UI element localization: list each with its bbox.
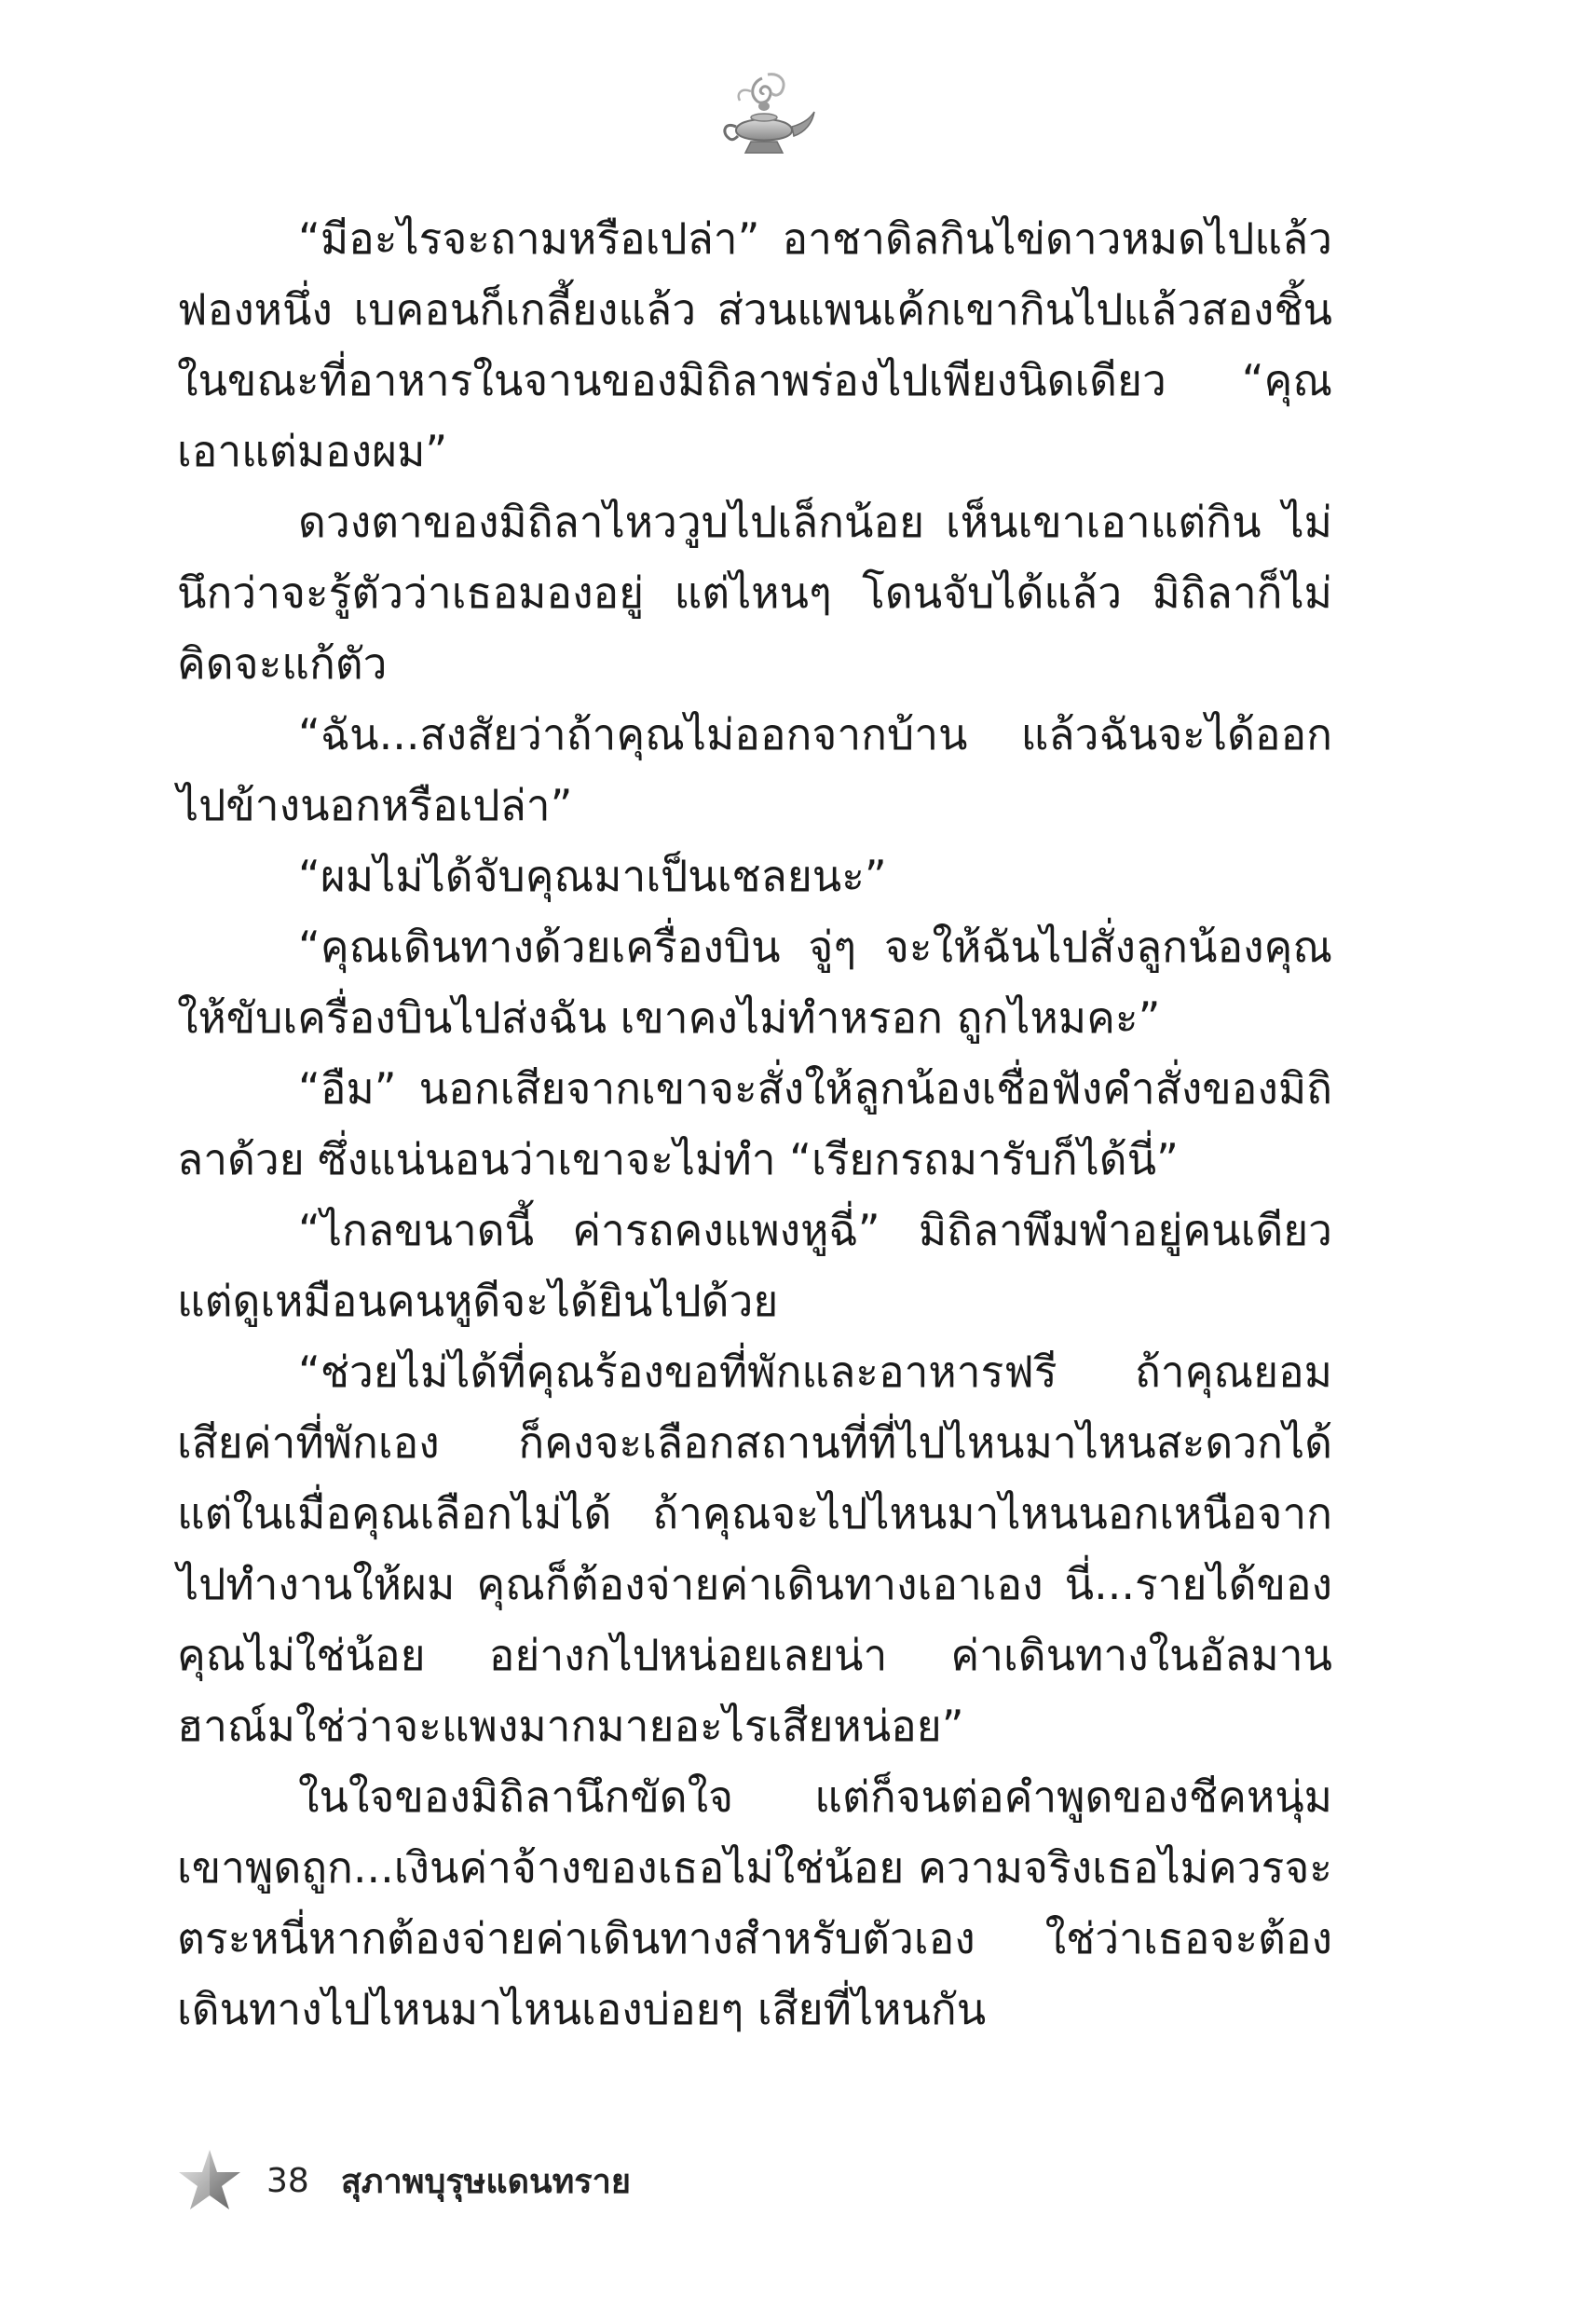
page-footer xyxy=(177,2143,631,2218)
star-icon xyxy=(177,2148,242,2213)
paragraph: “คุณเดินทางด้วยเครื่องบิน จู่ๆ จะให้ฉันไปสั่งลูกน้องคุณให้ขับเครื่องบินไปส่งฉัน เขาคงไม่ทำหรอก ถูกไหมคะ” xyxy=(177,922,1332,1043)
page-number: 38 xyxy=(266,2161,309,2200)
body-text xyxy=(177,203,1332,2044)
paragraph: ดวงตาของมิถิลาไหววูบไปเล็กน้อย เห็นเขาเอาแต่กิน ไม่นึกว่าจะรู้ตัวว่าเธอมองอยู่ แต่ไหนๆ โดนจับได้แล้ว มิถิลาก็ไม่คิดจะแก้ตัว xyxy=(177,497,1332,689)
paragraph: “ไกลขนาดนี้ ค่ารถคงแพงหูฉี่” มิถิลาพึมพำอยู่คนเดียว แต่ดูเหมือนคนหูดีจะได้ยินไปด้วย xyxy=(177,1205,1332,1326)
paragraph: “อืม” นอกเสียจากเขาจะสั่งให้ลูกน้องเชื่อฟังคำสั่งของมิถิลาด้วย ซึ่งแน่นอนว่าเขาจะไม่ทำ “เรียกรถมารับก็ได้นี่” xyxy=(177,1063,1332,1184)
book-title: สุภาพบุรุษแดนทราย xyxy=(340,2162,631,2201)
paragraph: “ช่วยไม่ได้ที่คุณร้องขอที่พักและอาหารฟรี ถ้าคุณยอมเสียค่าที่พักเอง ก็คงจะเลือกสถานที่ที่ไปไหนมาไหนสะดวกได้ แต่ในเมื่อคุณเลือกไม่ได้ ถ้าคุณจะไปไหนมาไหนนอกเหนือจากไปทำงานให้ผม คุณก็ต้องจ่ายค่าเดินทางเอาเอง นี่...รายได้ของคุณไม่ใช่น้อย อย่างกไปหน่อยเลยน่า ค่าเดินทางในอัลมานฮาณ์มใช่ว่าจะแพงมากมายอะไรเสียหน่อย” xyxy=(177,1347,1332,1751)
genie-lamp-icon xyxy=(708,65,820,177)
paragraph: “ผมไม่ได้จับคุณมาเป็นเชลยนะ” xyxy=(298,851,887,901)
paragraph: “ฉัน...สงสัยว่าถ้าคุณไม่ออกจากบ้าน แล้วฉันจะได้ออกไปข้างนอกหรือเปล่า” xyxy=(177,709,1332,830)
paragraph: “มีอะไรจะถามหรือเปล่า” อาชาดิลกินไข่ดาวหมดไปแล้วฟองหนึ่ง เบคอนก็เกลี้ยงแล้ว ส่วนแพนเค้กเขากินไปแล้วสองชิ้นในขณะที่อาหารในจานของมิถิลาพร่องไปเพียงนิดเดียว “คุณเอาแต่มองผม” xyxy=(177,213,1332,476)
paragraph: ในใจของมิถิลานึกขัดใจ แต่ก็จนต่อคำพูดของชีคหนุ่ม เขาพูดถูก...เงินค่าจ้างของเธอไม่ใช่น้อย ความจริงเธอไม่ควรจะตระหนี่หากต้องจ่ายค่าเดินทางสำหรับตัวเอง ใช่ว่าเธอจะต้องเดินทางไปไหนมาไหนเองบ่อยๆ เสียที่ไหนกัน xyxy=(177,1771,1332,2034)
